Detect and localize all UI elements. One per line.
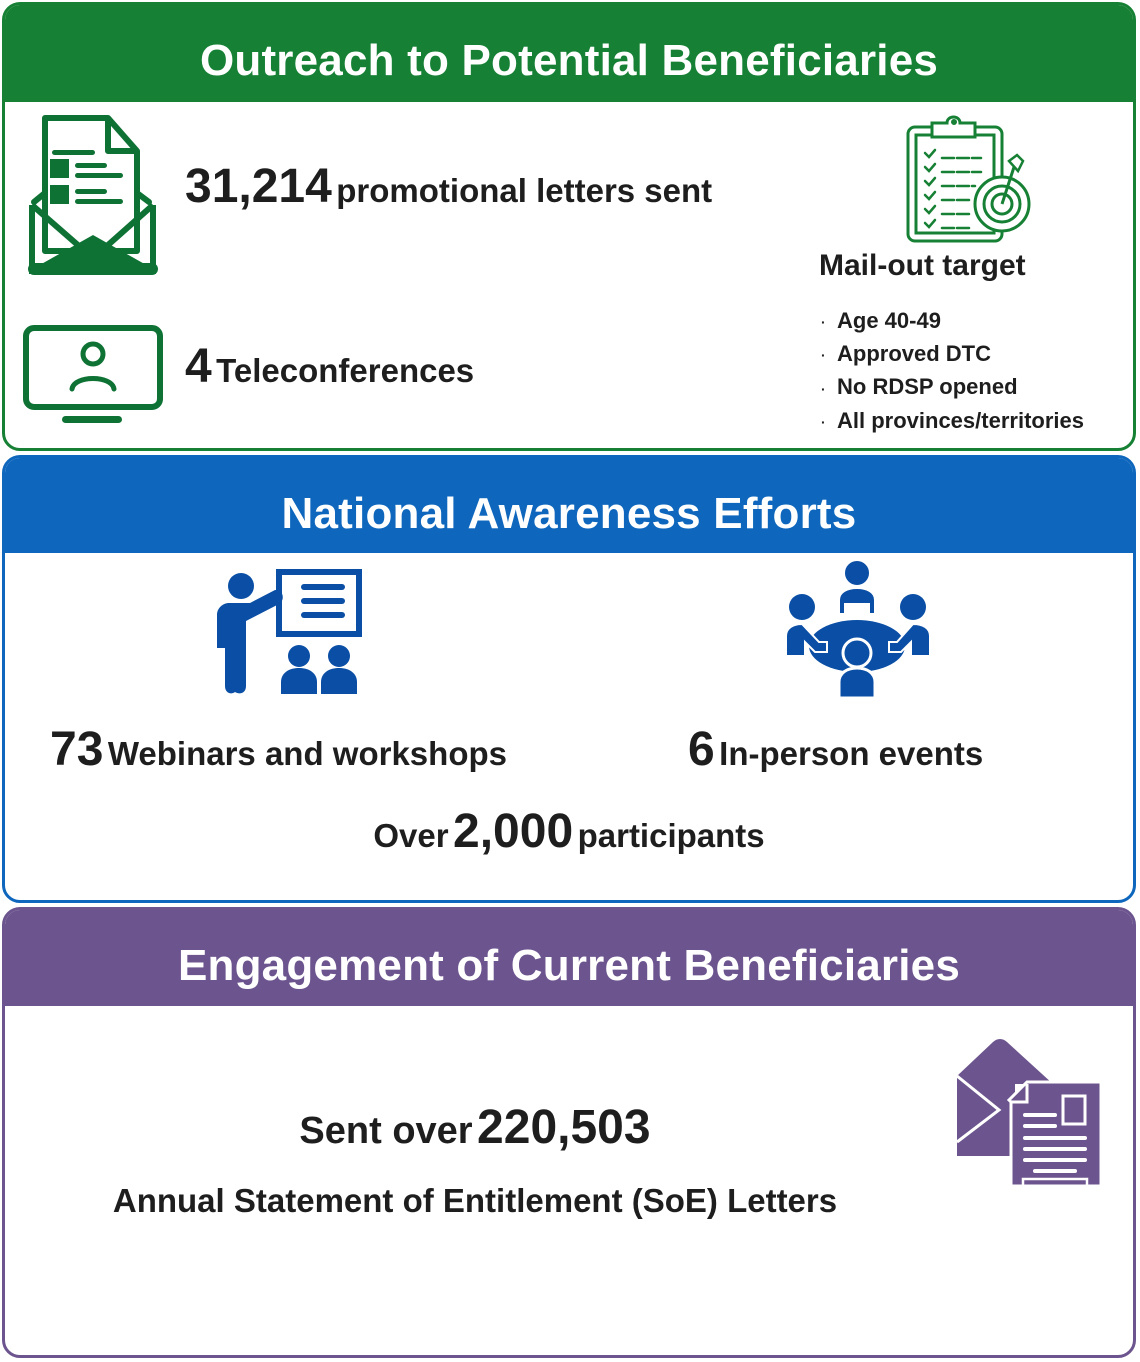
monitor-user-icon (22, 325, 166, 427)
inperson-number: 6 (688, 723, 715, 776)
soe-sent-stat (5, 1100, 945, 1155)
mailout-criteria-list (821, 305, 1084, 438)
envelope-document-icon (955, 1036, 1103, 1186)
open-envelope-letter-icon (25, 113, 161, 275)
webinars-stat (50, 722, 507, 777)
participants-stat (5, 804, 1133, 859)
teleconferences-stat (185, 339, 474, 394)
participants-suffix: participants (577, 817, 765, 854)
meeting-table-icon (785, 558, 931, 698)
webinars-number: 73 (50, 723, 104, 776)
awareness-section (2, 455, 1136, 903)
soe-letters-label: Annual Statement of Entitlement (SoE) Letters (112, 1182, 838, 1219)
awareness-title: National Awareness Efforts (5, 458, 1133, 553)
presenter-audience-icon (213, 568, 363, 696)
letters-stat (185, 159, 712, 214)
mailout-title: Mail-out target (819, 249, 1026, 282)
criteria-item: · Age 40-49 (821, 308, 941, 333)
teleconferences-number: 4 (185, 340, 212, 393)
letters-number: 31,214 (185, 160, 332, 213)
criteria-item: · All provinces/territories (821, 407, 1084, 433)
soe-sent-number: 220,503 (477, 1101, 651, 1154)
teleconferences-label: Teleconferences (216, 352, 475, 389)
clipboard-target-icon (905, 109, 1037, 245)
engagement-section (2, 907, 1136, 1358)
criteria-item: · Approved DTC (821, 341, 991, 367)
soe-sent-prefix: Sent over (299, 1110, 473, 1152)
participants-prefix: Over (373, 817, 449, 854)
inperson-label: In-person events (719, 735, 984, 772)
webinars-label: Webinars and workshops (107, 735, 507, 772)
letters-label: promotional letters sent (336, 172, 713, 209)
engagement-title: Engagement of Current Beneficiaries (5, 910, 1133, 1006)
inperson-stat (688, 722, 983, 777)
criteria-item: · No RDSP opened (821, 374, 1018, 400)
outreach-title: Outreach to Potential Beneficiaries (5, 5, 1133, 102)
participants-number: 2,000 (453, 805, 574, 858)
outreach-section (2, 2, 1136, 451)
